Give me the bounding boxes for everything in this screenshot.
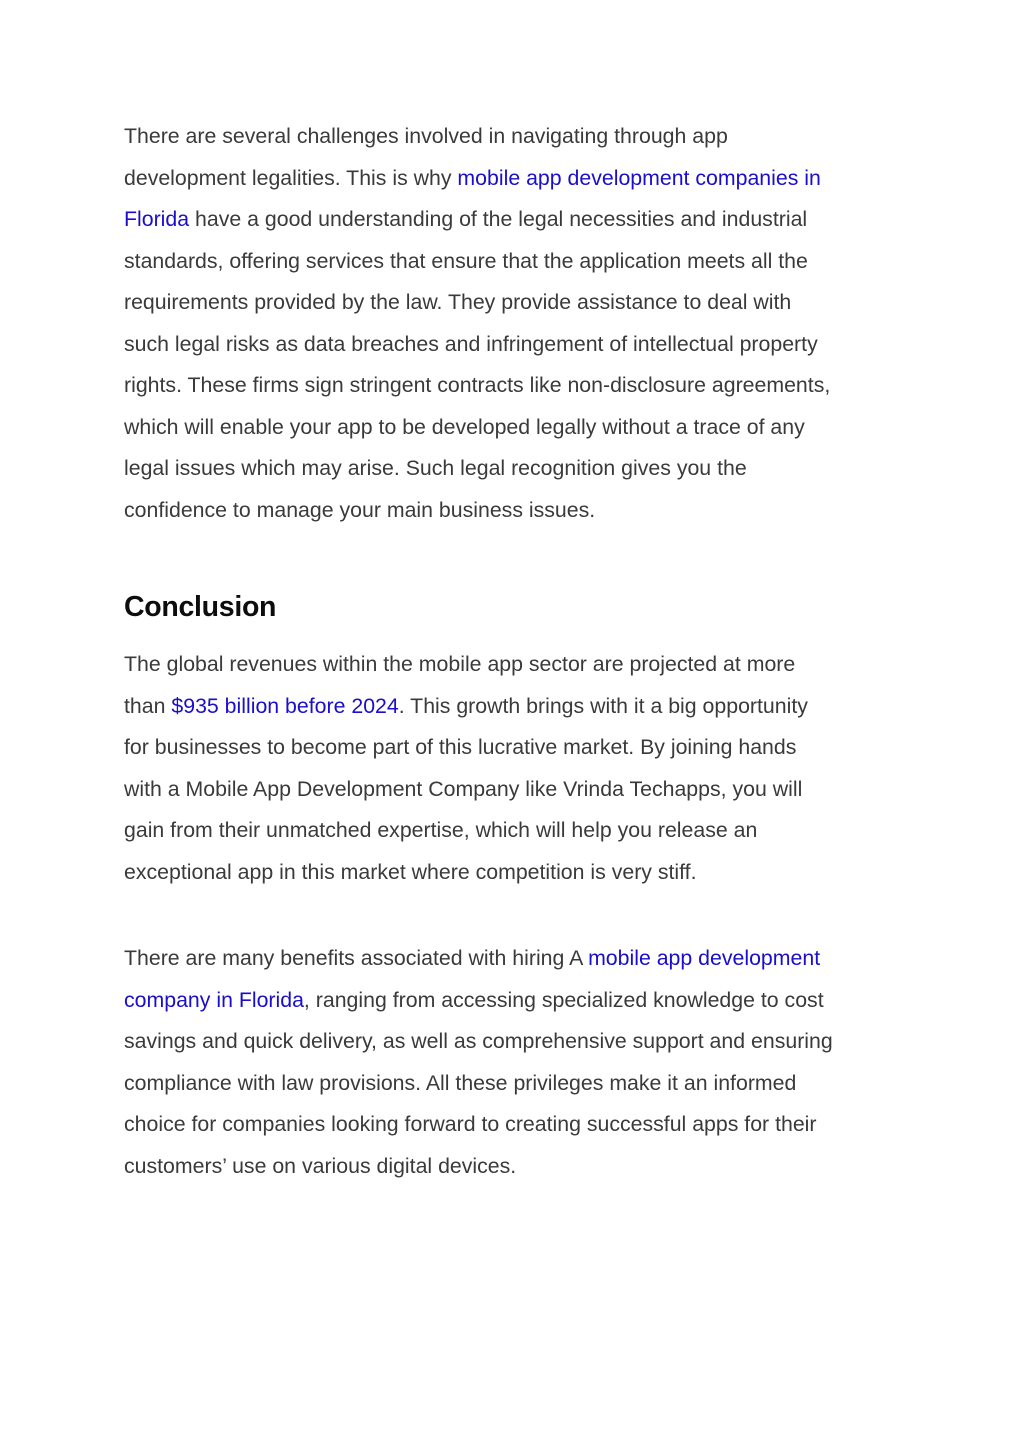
text-run: than (124, 693, 172, 718)
text-line (124, 980, 924, 1022)
text-line: requirements provided by the law. They provide assistance to deal with (124, 290, 792, 314)
text-line: for businesses to become part of this lucrative market. By joining hands (124, 735, 797, 759)
text-line (124, 686, 924, 728)
text-line: legal issues which may arise. Such legal recognition gives you the (124, 456, 747, 480)
link-mobile-app-companies-florida-cont[interactable]: Florida (124, 207, 190, 231)
text-line: rights. These firms sign stringent contracts like non-disclosure agreements, (124, 373, 831, 397)
paragraph-legal (124, 116, 924, 531)
text-line: gain from their unmatched expertise, which will help you release an (124, 818, 758, 842)
text-line: standards, offering services that ensure that the application meets all the (124, 248, 808, 273)
text-line (124, 199, 924, 241)
text-line: customers’ use on various digital devices. (124, 1153, 517, 1178)
text-line: which will enable your app to be developed legally without a trace of any (124, 414, 805, 439)
document-page (124, 116, 924, 1187)
paragraph-benefits (124, 938, 924, 1187)
text-line: compliance with law provisions. All these privileges make it an informed (124, 1070, 797, 1095)
text-run: There are many benefits associated with hiring A (124, 946, 589, 970)
text-line (124, 938, 924, 980)
text-run: development legalities. This is why (124, 165, 458, 190)
text-line: such legal risks as data breaches and infringement of intellectual property (124, 331, 818, 356)
text-run: , ranging from accessing specialized knowledge to cost (303, 987, 824, 1012)
text-line: confidence to manage your main business issues. (124, 497, 596, 522)
link-935-billion[interactable]: $935 billion before 2024 (171, 693, 399, 718)
text-run: . This growth brings with it a big opportunity (398, 693, 808, 718)
link-mobile-app-companies-florida[interactable]: mobile app development companies in (457, 165, 821, 190)
link-mobile-app-company-florida[interactable]: mobile app development (588, 946, 821, 970)
text-run: have a good understanding of the legal necessities and industrial (189, 207, 808, 231)
text-line: savings and quick delivery, as well as comprehensive support and ensuring (124, 1029, 833, 1053)
text-line: There are several challenges involved in navigating through app (124, 124, 728, 148)
text-line (124, 158, 924, 200)
conclusion-heading: Conclusion (124, 591, 277, 623)
text-line: The global revenues within the mobile app sector are projected at more (124, 652, 796, 676)
text-line: with a Mobile App Development Company like Vrinda Techapps, you will (124, 776, 803, 801)
paragraph-conclusion (124, 644, 924, 893)
text-line: exceptional app in this market where competition is very stiff. (124, 859, 697, 884)
link-mobile-app-company-florida-cont[interactable]: company in Florida (124, 987, 304, 1012)
text-line: choice for companies looking forward to creating successful apps for their (124, 1112, 817, 1136)
